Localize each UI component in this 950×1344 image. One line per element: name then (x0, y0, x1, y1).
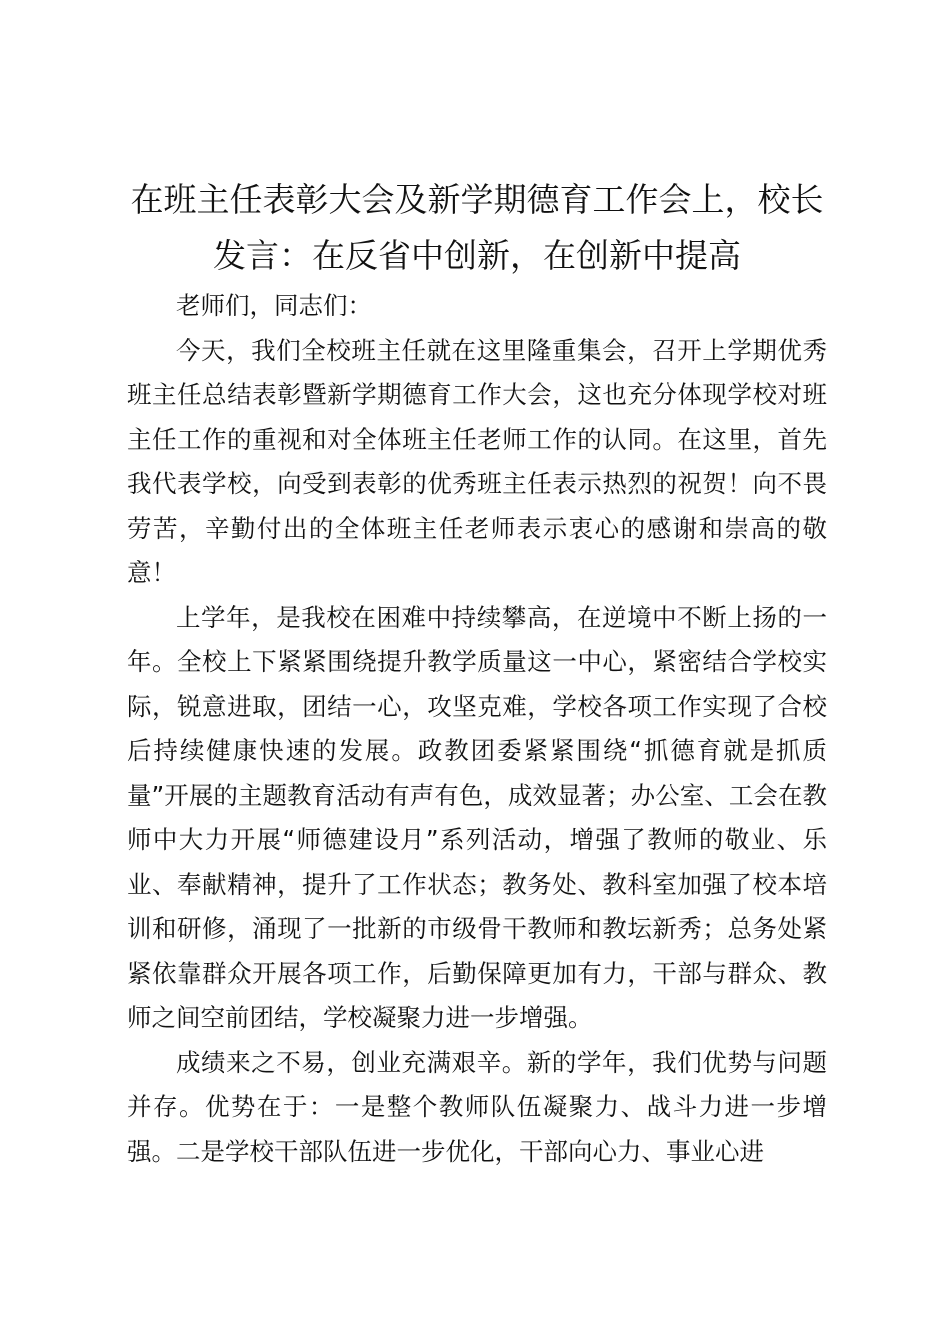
paragraph-2: 上学年，是我校在困难中持续攀高，在逆境中不断上扬的一年。全校上下紧紧围绕提升教学质量这一中心，紧密结合学校实际，锐意进取，团结一心，攻坚克难，学校各项工作实现了合校后持续健康快速的发展。政教团委紧紧围绕“抓德育就是抓质量”开展的主题教育活动有声有色，成效显著；办公室、工会在教师中大力开展“师德建设月”系列活动，增强了教师的敬业、乐业、奉献精神，提升了工作状态；教务处、教科室加强了校本培训和研修，涌现了一批新的市级骨干教师和教坛新秀；总务处紧紧依靠群众开展各项工作，后勤保障更加有力，干部与群众、教师之间空前团结，学校凝聚力进一步增强。 (127, 602, 827, 1032)
paragraph-3: 成绩来之不易，创业充满艰辛。新的学年，我们优势与问题并存。优势在于：一是整个教师队伍凝聚力、战斗力进一步增强。二是学校干部队伍进一步优化，干部向心力、事业心进 (127, 1047, 827, 1166)
paragraph-1: 今天，我们全校班主任就在这里隆重集会，召开上学期优秀班主任总结表彰暨新学期德育工作大会，这也充分体现学校对班主任工作的重视和对全体班主任老师工作的认同。在这里，首先我代表学校，向受到表彰的优秀班主任表示热烈的祝贺！向不畏劳苦，辛勤付出的全体班主任老师表示衷心的感谢和崇高的敬意！ (127, 335, 827, 587)
document-title: 在班主任表彰大会及新学期德育工作会上，校长发言：在反省中创新，在创新中提高 (130, 180, 824, 275)
document-page (127, 172, 827, 1174)
greeting: 老师们，同志们： (176, 291, 372, 320)
